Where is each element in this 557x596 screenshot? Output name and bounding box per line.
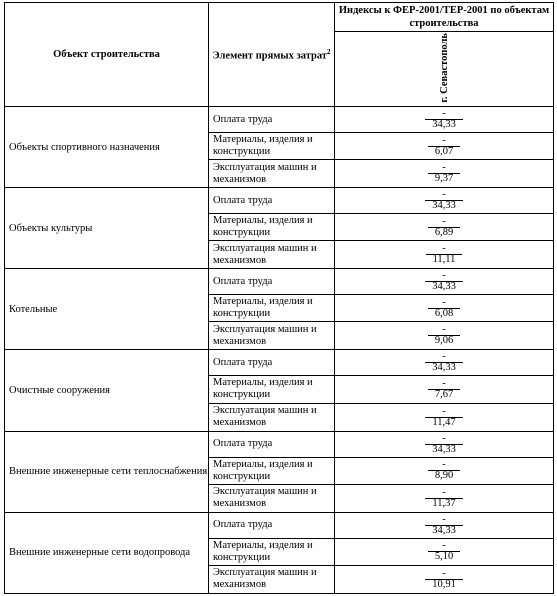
index-fraction: [428, 298, 460, 319]
index-fraction: [428, 136, 460, 157]
header-object-label: Объект строительства: [53, 49, 160, 60]
index-denominator: 5,10: [434, 551, 454, 563]
index-value-cell: [335, 241, 554, 269]
index-numerator: -: [426, 244, 463, 255]
index-value-cell: [335, 214, 554, 241]
header-element-cell: [209, 3, 335, 107]
index-denominator: 6,08: [434, 307, 454, 319]
element-name: Материалы, изделия и конструкции: [213, 377, 313, 401]
index-denominator: 6,07: [434, 145, 454, 157]
element-name: Оплата труда: [213, 194, 273, 206]
index-numerator: -: [425, 434, 463, 445]
index-value-cell: [335, 269, 554, 295]
index-value-cell: [335, 403, 554, 431]
element-name: Оплата труда: [213, 113, 273, 125]
object-name: Очистные сооружения: [9, 384, 110, 396]
index-fraction: [428, 379, 460, 400]
object-name: Котельные: [9, 303, 58, 315]
object-name: Внешние инженерные сети теплоснабжения: [9, 466, 208, 478]
object-name: Объекты культуры: [9, 222, 93, 234]
object-cell: [5, 512, 209, 593]
element-name: Оплата труда: [213, 438, 273, 450]
index-denominator: 9,06: [434, 335, 454, 347]
index-numerator: -: [428, 217, 460, 228]
index-numerator: -: [428, 379, 460, 390]
element-cell: [209, 295, 335, 322]
element-name: Оплата труда: [213, 356, 273, 368]
index-fraction: [428, 163, 460, 184]
element-name: Эксплуатация машин и механизмов: [213, 567, 317, 591]
element-name: Оплата труда: [213, 275, 273, 287]
object-name: Внешние инженерные сети водопровода: [9, 547, 191, 559]
element-name: Материалы, изделия и конструкции: [213, 458, 313, 482]
table-row: [5, 188, 554, 214]
index-value-cell: [335, 188, 554, 214]
index-denominator: 11,11: [432, 254, 456, 266]
table-row: [5, 107, 554, 133]
header-element-label: Элемент прямых затрат: [212, 50, 327, 62]
index-fraction: [425, 569, 463, 590]
element-cell: [209, 160, 335, 188]
index-value-cell: [335, 350, 554, 376]
element-cell: [209, 538, 335, 565]
table-row: [5, 512, 554, 538]
element-name: Эксплуатация машин и механизмов: [213, 242, 317, 266]
element-cell: [209, 350, 335, 376]
index-value-cell: [335, 133, 554, 160]
index-value-cell: [335, 538, 554, 565]
element-cell: [209, 512, 335, 538]
index-value-cell: [335, 431, 554, 457]
header-city-label: г. Севастополь: [438, 32, 450, 103]
object-cell: [5, 350, 209, 431]
element-cell: [209, 322, 335, 350]
index-denominator: 34,33: [432, 443, 456, 455]
index-fraction: [425, 515, 463, 536]
element-cell: [209, 431, 335, 457]
index-fraction: [425, 352, 463, 373]
index-value-cell: [335, 160, 554, 188]
index-numerator: -: [428, 163, 460, 174]
element-name: Эксплуатация машин и механизмов: [213, 486, 317, 510]
object-cell: [5, 431, 209, 512]
index-denominator: 11,37: [432, 497, 456, 509]
object-cell: [5, 107, 209, 188]
index-denominator: 8,90: [434, 470, 454, 482]
index-denominator: 34,33: [432, 362, 456, 374]
header-index-label: Индексы к ФЕР-2001/ТЕР-2001 по объектам строительства: [338, 5, 550, 29]
index-value-cell: [335, 107, 554, 133]
object-name: Объекты спортивного назначения: [9, 141, 160, 153]
element-cell: [209, 188, 335, 214]
index-numerator: -: [428, 325, 460, 336]
index-numerator: -: [428, 298, 460, 309]
index-numerator: -: [425, 190, 463, 201]
index-numerator: -: [425, 109, 463, 120]
element-cell: [209, 107, 335, 133]
index-numerator: -: [425, 488, 462, 499]
index-value-cell: [335, 295, 554, 322]
index-denominator: 34,33: [432, 200, 456, 212]
index-value-cell: [335, 484, 554, 512]
index-fraction: [425, 109, 463, 130]
index-value-cell: [335, 457, 554, 484]
header-city-cell: [335, 32, 554, 107]
element-cell: [209, 457, 335, 484]
index-value-cell: [335, 565, 554, 593]
element-name: Материалы, изделия и конструкции: [213, 539, 313, 563]
index-numerator: -: [425, 352, 463, 363]
index-denominator: 6,89: [434, 226, 454, 238]
element-name: Материалы, изделия и конструкции: [213, 134, 313, 158]
index-numerator: -: [425, 271, 463, 282]
index-fraction: [425, 190, 463, 211]
index-fraction: [425, 488, 462, 509]
header-index-group: [335, 3, 554, 32]
footnote-mark: 2: [326, 48, 331, 57]
index-numerator: -: [428, 136, 460, 147]
index-value-cell: [335, 512, 554, 538]
element-name: Эксплуатация машин и механизмов: [213, 161, 317, 185]
index-value-cell: [335, 322, 554, 350]
index-fraction: [428, 217, 460, 238]
element-name: Материалы, изделия и конструкции: [213, 296, 313, 320]
element-name: Эксплуатация машин и механизмов: [213, 405, 317, 429]
element-cell: [209, 403, 335, 431]
index-denominator: 34,33: [432, 119, 456, 131]
table-body: [5, 107, 554, 594]
element-cell: [209, 376, 335, 403]
index-fraction: [428, 325, 460, 346]
index-denominator: 34,33: [432, 524, 456, 536]
index-denominator: 10,91: [432, 578, 456, 590]
index-numerator: -: [428, 460, 460, 471]
index-denominator: 7,67: [434, 388, 454, 400]
table-row: [5, 269, 554, 295]
index-fraction: [425, 434, 463, 455]
index-numerator: -: [425, 407, 462, 418]
index-numerator: -: [428, 541, 460, 552]
element-cell: [209, 133, 335, 160]
element-name: Эксплуатация машин и механизмов: [213, 323, 317, 347]
index-value-cell: [335, 376, 554, 403]
element-cell: [209, 214, 335, 241]
index-denominator: 11,47: [432, 416, 456, 428]
element-cell: [209, 565, 335, 593]
index-fraction: [428, 541, 460, 562]
index-fraction: [425, 271, 463, 292]
index-numerator: -: [425, 569, 463, 580]
table-row: [5, 431, 554, 457]
object-cell: [5, 269, 209, 350]
element-name: Оплата труда: [213, 519, 273, 531]
index-denominator: 9,37: [434, 173, 454, 185]
index-fraction: [426, 244, 463, 265]
header-object-cell: [5, 3, 209, 107]
index-numerator: -: [425, 515, 463, 526]
index-fraction: [425, 407, 462, 428]
element-cell: [209, 269, 335, 295]
element-cell: [209, 241, 335, 269]
object-cell: [5, 188, 209, 269]
index-table: [4, 2, 554, 594]
index-denominator: 34,33: [432, 281, 456, 293]
table-row: [5, 350, 554, 376]
index-fraction: [428, 460, 460, 481]
element-cell: [209, 484, 335, 512]
element-name: Материалы, изделия и конструкции: [213, 215, 313, 239]
